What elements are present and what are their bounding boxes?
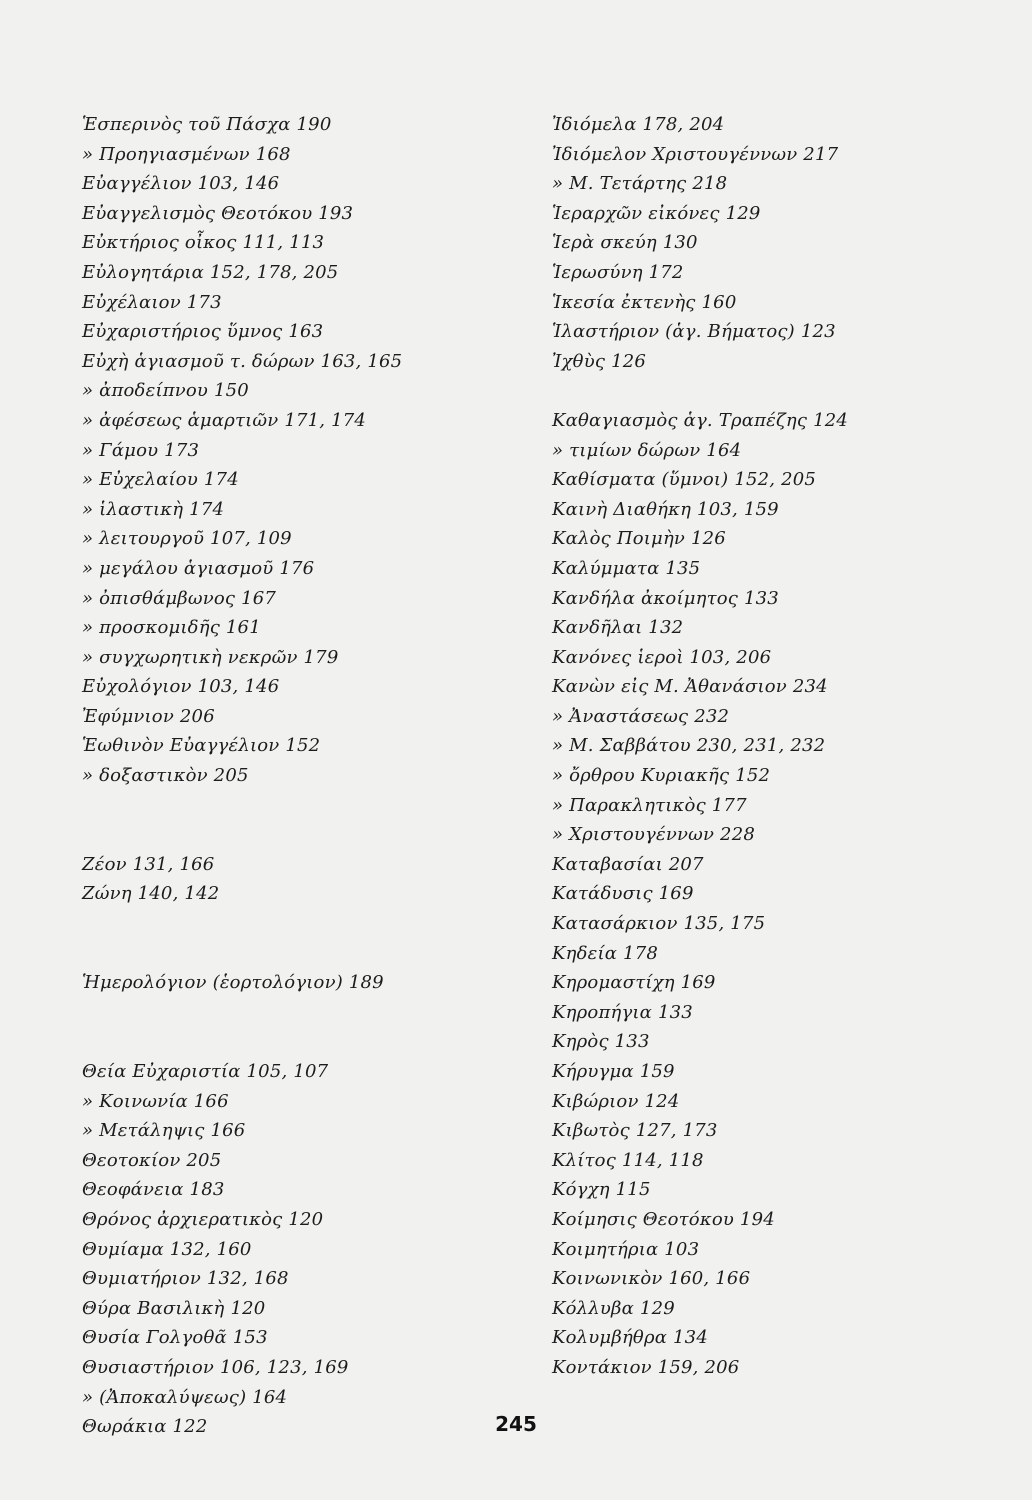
index-entry: » Παρακλητικὸς 177 (552, 794, 747, 816)
index-entry: » Εὐχελαίου 174 (82, 469, 239, 491)
page-number: 245 (495, 1412, 537, 1436)
index-entry: Κοίμησις Θεοτόκου 194 (552, 1208, 775, 1230)
index-entry: Ζώνη 140, 142 (82, 883, 220, 905)
index-entry: » Ἀναστάσεως 232 (552, 705, 730, 727)
index-entry: Θυσιαστήριον 106, 123, 169 (82, 1356, 349, 1378)
index-entry: Κολυμβήθρα 134 (552, 1327, 708, 1349)
index-entry: Εὐχολόγιον 103, 146 (82, 676, 280, 698)
index-entry: Κοινωνικὸν 160, 166 (552, 1268, 751, 1290)
index-entry: Ἱερωσύνη 172 (552, 261, 684, 283)
index-entry: Κηρὸς 133 (552, 1031, 650, 1053)
index-entry: » λειτουργοῦ 107, 109 (82, 528, 292, 550)
index-entry: » μεγάλου ἁγιασμοῦ 176 (82, 557, 315, 579)
index-entry: Ἰδιόμελα 178, 204 (552, 114, 725, 135)
index-entry: Ἡμερολόγιον (ἑορτολόγιον) 189 (82, 972, 384, 994)
index-entry: Κόλλυβα 129 (552, 1297, 675, 1319)
index-entry: » (Ἀποκαλύψεως) 164 (82, 1386, 288, 1408)
index-entry: Θυμίαμα 132, 160 (82, 1238, 252, 1260)
index-entry: Κανόνες ἱεροὶ 103, 206 (552, 646, 772, 668)
index-entry: Ἰχθὺς 126 (552, 350, 647, 372)
index-entry: Εὐκτήριος οἶκος 111, 113 (82, 232, 325, 254)
index-entry: Καταβασίαι 207 (552, 853, 704, 875)
index-entry: Κανὼν εἰς Μ. Ἀθανάσιον 234 (552, 676, 828, 698)
index-entry: Κηρομαστίχη 169 (552, 972, 716, 994)
index-entry: » ἀφέσεως ἁμαρτιῶν 171, 174 (82, 409, 367, 431)
index-entry: » Μετάληψις 166 (82, 1120, 246, 1142)
index-entry: Θεία Εὐχαριστία 105, 107 (82, 1061, 329, 1082)
index-entry (82, 820, 522, 850)
index-entry: Εὐαγγελισμὸς Θεοτόκου 193 (82, 202, 354, 224)
index-entry: Εὐχαριστήριος ὕμνος 163 (82, 321, 324, 343)
index-entry: Κοντάκιον 159, 206 (552, 1356, 740, 1378)
index-entry: Κιβωτὸς 127, 173 (552, 1120, 718, 1142)
index-entry: Εὐχὴ ἁγιασμοῦ τ. δώρων 163, 165 (82, 350, 403, 372)
index-entry: » Προηγιασμένων 168 (82, 143, 291, 165)
index-entry: Εὐλογητάρια 152, 178, 205 (82, 261, 339, 283)
index-entry: Θυμιατήριον 132, 168 (82, 1268, 289, 1290)
index-entry: Καθαγιασμὸς ἁγ. Τραπέζης 124 (552, 409, 849, 431)
index-entry: Ἱλαστήριον (ἁγ. Βήματος) 123 (552, 321, 836, 343)
index-entry (82, 998, 522, 1028)
index-entry: » προσκομιδῆς 161 (82, 617, 261, 639)
index-entry: » ἀποδείπνου 150 (82, 380, 249, 402)
index-entry: Ἱεραρχῶν εἰκόνες 129 (552, 202, 761, 224)
index-entry: Κήρυγμα 159 (552, 1061, 675, 1082)
index-entry: Καινὴ Διαθήκη 103, 159 (552, 498, 779, 520)
index-entry: Ἐφύμνιον 206 (82, 705, 215, 727)
index-entry: Θύρα Βασιλικὴ 120 (82, 1297, 266, 1319)
index-entry: Εὐχέλαιον 173 (82, 291, 222, 313)
index-entry: Θωράκια 122 (82, 1416, 208, 1438)
index-entry: » Κοινωνία 166 (82, 1090, 229, 1112)
index-left-column (82, 110, 522, 1442)
index-entry: Κατάδυσις 169 (552, 883, 694, 905)
index-entry (82, 909, 522, 939)
index-entry: » ὀπισθάμβωνος 167 (82, 587, 277, 609)
index-entry: » συγχωρητικὴ νεκρῶν 179 (82, 646, 339, 668)
index-entry: Κοιμητήρια 103 (552, 1238, 700, 1260)
index-entry: Ἰδιόμελον Χριστουγέννων 217 (552, 143, 839, 165)
index-entry: Κλίτος 114, 118 (552, 1149, 704, 1171)
index-entry: Θυσία Γολγοθᾶ 153 (82, 1327, 268, 1349)
index-entry: » ὄρθρου Κυριακῆς 152 (552, 765, 771, 787)
index-entry: Θρόνος ἀρχιερατικὸς 120 (82, 1208, 324, 1230)
index-entry: » δοξαστικὸν 205 (82, 765, 249, 787)
index-entry: Ἑσπερινὸς τοῦ Πάσχα 190 (82, 114, 332, 135)
index-entry: Ἱκεσία ἐκτενὴς 160 (552, 291, 737, 313)
index-entry (552, 376, 1002, 406)
index-entry: Κηροπήγια 133 (552, 1001, 693, 1023)
index-entry: » Μ. Τετάρτης 218 (552, 173, 728, 195)
index-entry: Θεοφάνεια 183 (82, 1179, 225, 1201)
index-entry: » ἱλαστικὴ 174 (82, 498, 225, 520)
index-entry: Θεοτοκίον 205 (82, 1149, 222, 1171)
index-entry: Καθίσματα (ὕμνοι) 152, 205 (552, 469, 817, 491)
index-entry (82, 791, 522, 821)
index-entry (82, 1027, 522, 1057)
index-entry: Κανδῆλαι 132 (552, 617, 684, 639)
index-entry: Ἑωθινὸν Εὐαγγέλιον 152 (82, 735, 321, 757)
index-entry: Κατασάρκιον 135, 175 (552, 913, 766, 935)
index-entry: » Μ. Σαββάτου 230, 231, 232 (552, 735, 826, 757)
index-entry: Καλὸς Ποιμὴν 126 (552, 528, 726, 550)
index-entry (82, 939, 522, 969)
index-entry: Κηδεία 178 (552, 942, 659, 964)
index-entry: » τιμίων δώρων 164 (552, 439, 742, 461)
index-right-column (552, 110, 1002, 1383)
index-entry: Ἱερὰ σκεύη 130 (552, 232, 698, 254)
index-entry: Ζέον 131, 166 (82, 853, 215, 875)
index-entry: Κανδήλα ἀκοίμητος 133 (552, 587, 779, 609)
index-entry: » Γάμου 173 (82, 439, 200, 461)
index-entry: Κόγχη 115 (552, 1179, 651, 1201)
index-entry: » Χριστουγέννων 228 (552, 824, 756, 846)
index-entry: Καλύμματα 135 (552, 557, 701, 579)
index-entry: Κιβώριον 124 (552, 1090, 680, 1112)
index-entry: Εὐαγγέλιον 103, 146 (82, 173, 280, 195)
